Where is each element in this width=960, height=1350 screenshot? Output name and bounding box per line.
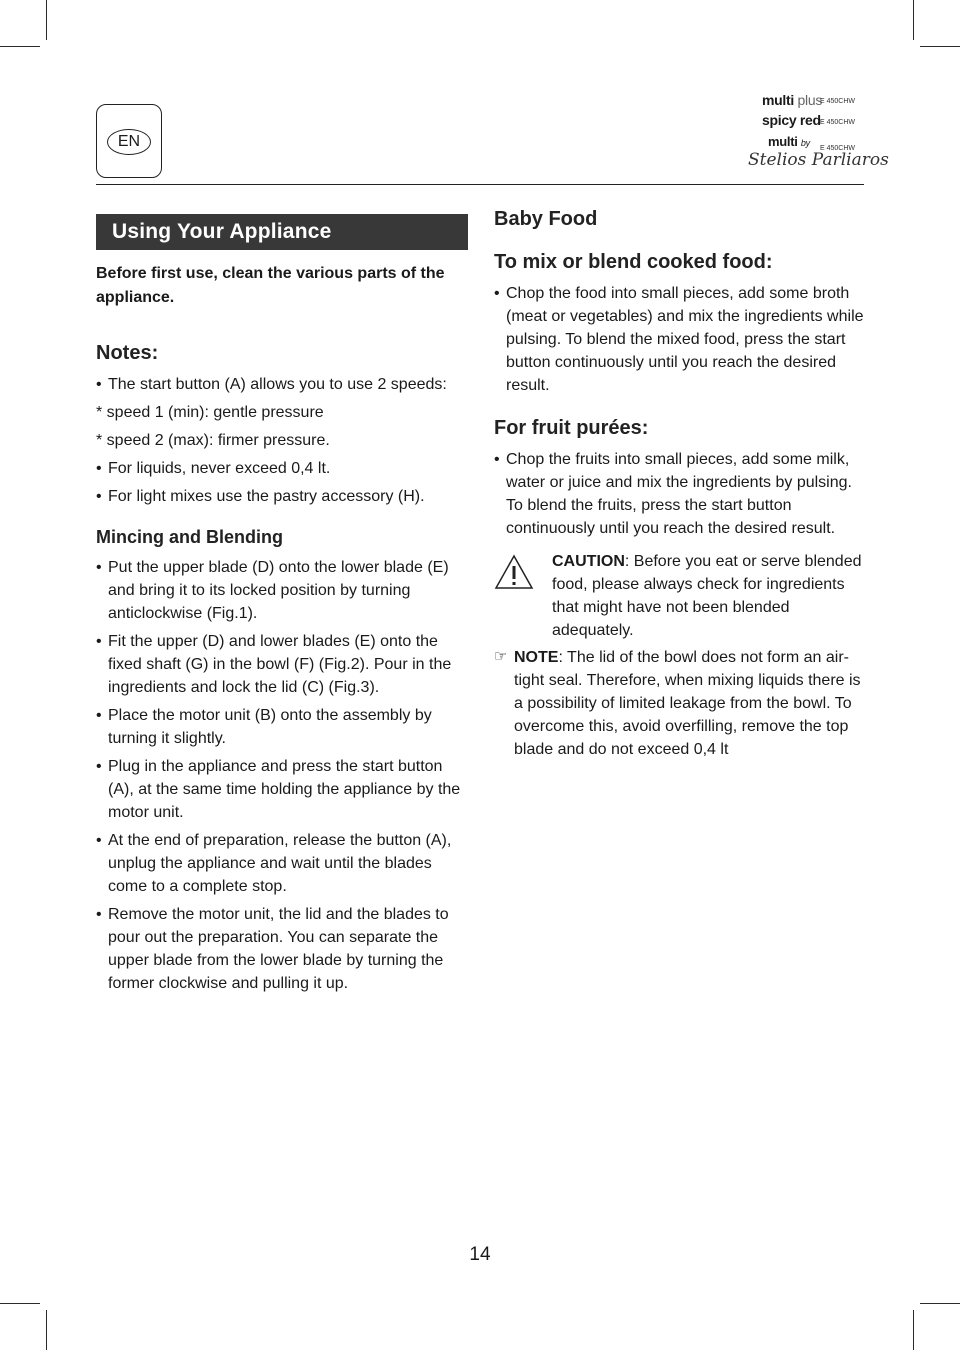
list-item: • Remove the motor unit, the lid and the blades to pour out the preparation. You can separate the upper blade from the lower blade by turning the former clockwise and pulling it up.	[96, 903, 468, 995]
caution-block	[494, 550, 866, 642]
right-column	[494, 208, 866, 761]
list-item: • Chop the fruits into small pieces, add some milk, water or juice and mix the ingredients by pulsing. To blend the fruits, press the start button continuously until you reach the desired result.	[494, 448, 866, 540]
crop-mark	[0, 1303, 40, 1304]
model-code: E 450CHW	[820, 98, 856, 105]
list-item: • For light mixes use the pastry accessory (H).	[96, 485, 468, 508]
crop-mark	[46, 1310, 47, 1350]
intro-text: Before first use, clean the various parts of the appliance.	[96, 265, 445, 306]
warning-triangle-icon	[494, 554, 534, 590]
list-item: • Chop the food into small pieces, add some broth (meat or vegetables) and mix the ingredients while pulsing. To blend the mixed food, press the start button continuously until you reach the desired result.	[494, 282, 866, 397]
caution-text: CAUTION: Before you eat or serve blended food, please always check for ingredients that might have not been blended adequately.	[552, 553, 862, 639]
model-code: E 450CHW	[820, 145, 856, 152]
list-item: • Put the upper blade (D) onto the lower blade (E) and bring it to its locked position by turning anticlockwise (Fig.1).	[96, 556, 468, 625]
mincing-list	[96, 556, 468, 995]
list-item: • The start button (A) allows you to use 2 speeds:	[96, 373, 468, 396]
crop-mark	[0, 46, 40, 47]
crop-mark	[920, 46, 960, 47]
cooked-food-heading: To mix or blend cooked food:	[494, 251, 773, 273]
crop-mark	[920, 1303, 960, 1304]
section-title: Using Your Appliance	[96, 214, 468, 250]
list-item: • At the end of preparation, release the button (A), unplug the appliance and wait until the blades come to a complete stop.	[96, 829, 468, 898]
brand-multi-by: multi by	[768, 134, 810, 149]
pointing-hand-icon: ☞	[494, 648, 508, 665]
left-column	[96, 214, 468, 995]
brand-spicy-red: spicy red	[762, 112, 821, 128]
list-item: • Place the motor unit (B) onto the assembly by turning it slightly.	[96, 704, 468, 750]
list-item: • Fit the upper (D) and lower blades (E) onto the fixed shaft (G) in the bowl (F) (Fig.2). Pour in the ingredients and lock the lid (C) (Fig.3).	[96, 630, 468, 699]
note-text: NOTE: The lid of the bowl does not form an air-tight seal. Therefore, when mixing liquids there is a possibility of limited leakage from the bowl. To overcome this, avoid overfilling, remove the top blade and do not exceed 0,4 lt	[514, 649, 861, 758]
notes-list-more	[96, 457, 468, 508]
mincing-heading: Mincing and Blending	[96, 527, 283, 547]
brand-signature: Stelios Parliaros	[748, 150, 889, 170]
fruit-puree-list	[494, 448, 866, 540]
speed-2-text: * speed 2 (max): firmer pressure.	[96, 432, 330, 449]
list-item: • For liquids, never exceed 0,4 lt.	[96, 457, 468, 480]
speed-1-text: * speed 1 (min): gentle pressure	[96, 404, 324, 421]
language-tab	[96, 104, 162, 178]
crop-mark	[913, 1310, 914, 1350]
crop-mark	[913, 0, 914, 40]
brand-multi-plus: multi plus	[762, 92, 823, 108]
list-item: • Plug in the appliance and press the start button (A), at the same time holding the appliance by the motor unit.	[96, 755, 468, 824]
model-code: E 450CHW	[820, 119, 856, 126]
notes-heading: Notes:	[96, 342, 159, 364]
header-divider	[96, 184, 864, 185]
language-code: EN	[107, 129, 151, 155]
crop-mark	[46, 0, 47, 40]
fruit-puree-heading: For fruit purées:	[494, 417, 649, 439]
note-block	[494, 646, 866, 761]
notes-list	[96, 373, 468, 396]
baby-food-heading: Baby Food	[494, 208, 598, 230]
page-number: 14	[469, 1244, 491, 1265]
cooked-food-list	[494, 282, 866, 397]
